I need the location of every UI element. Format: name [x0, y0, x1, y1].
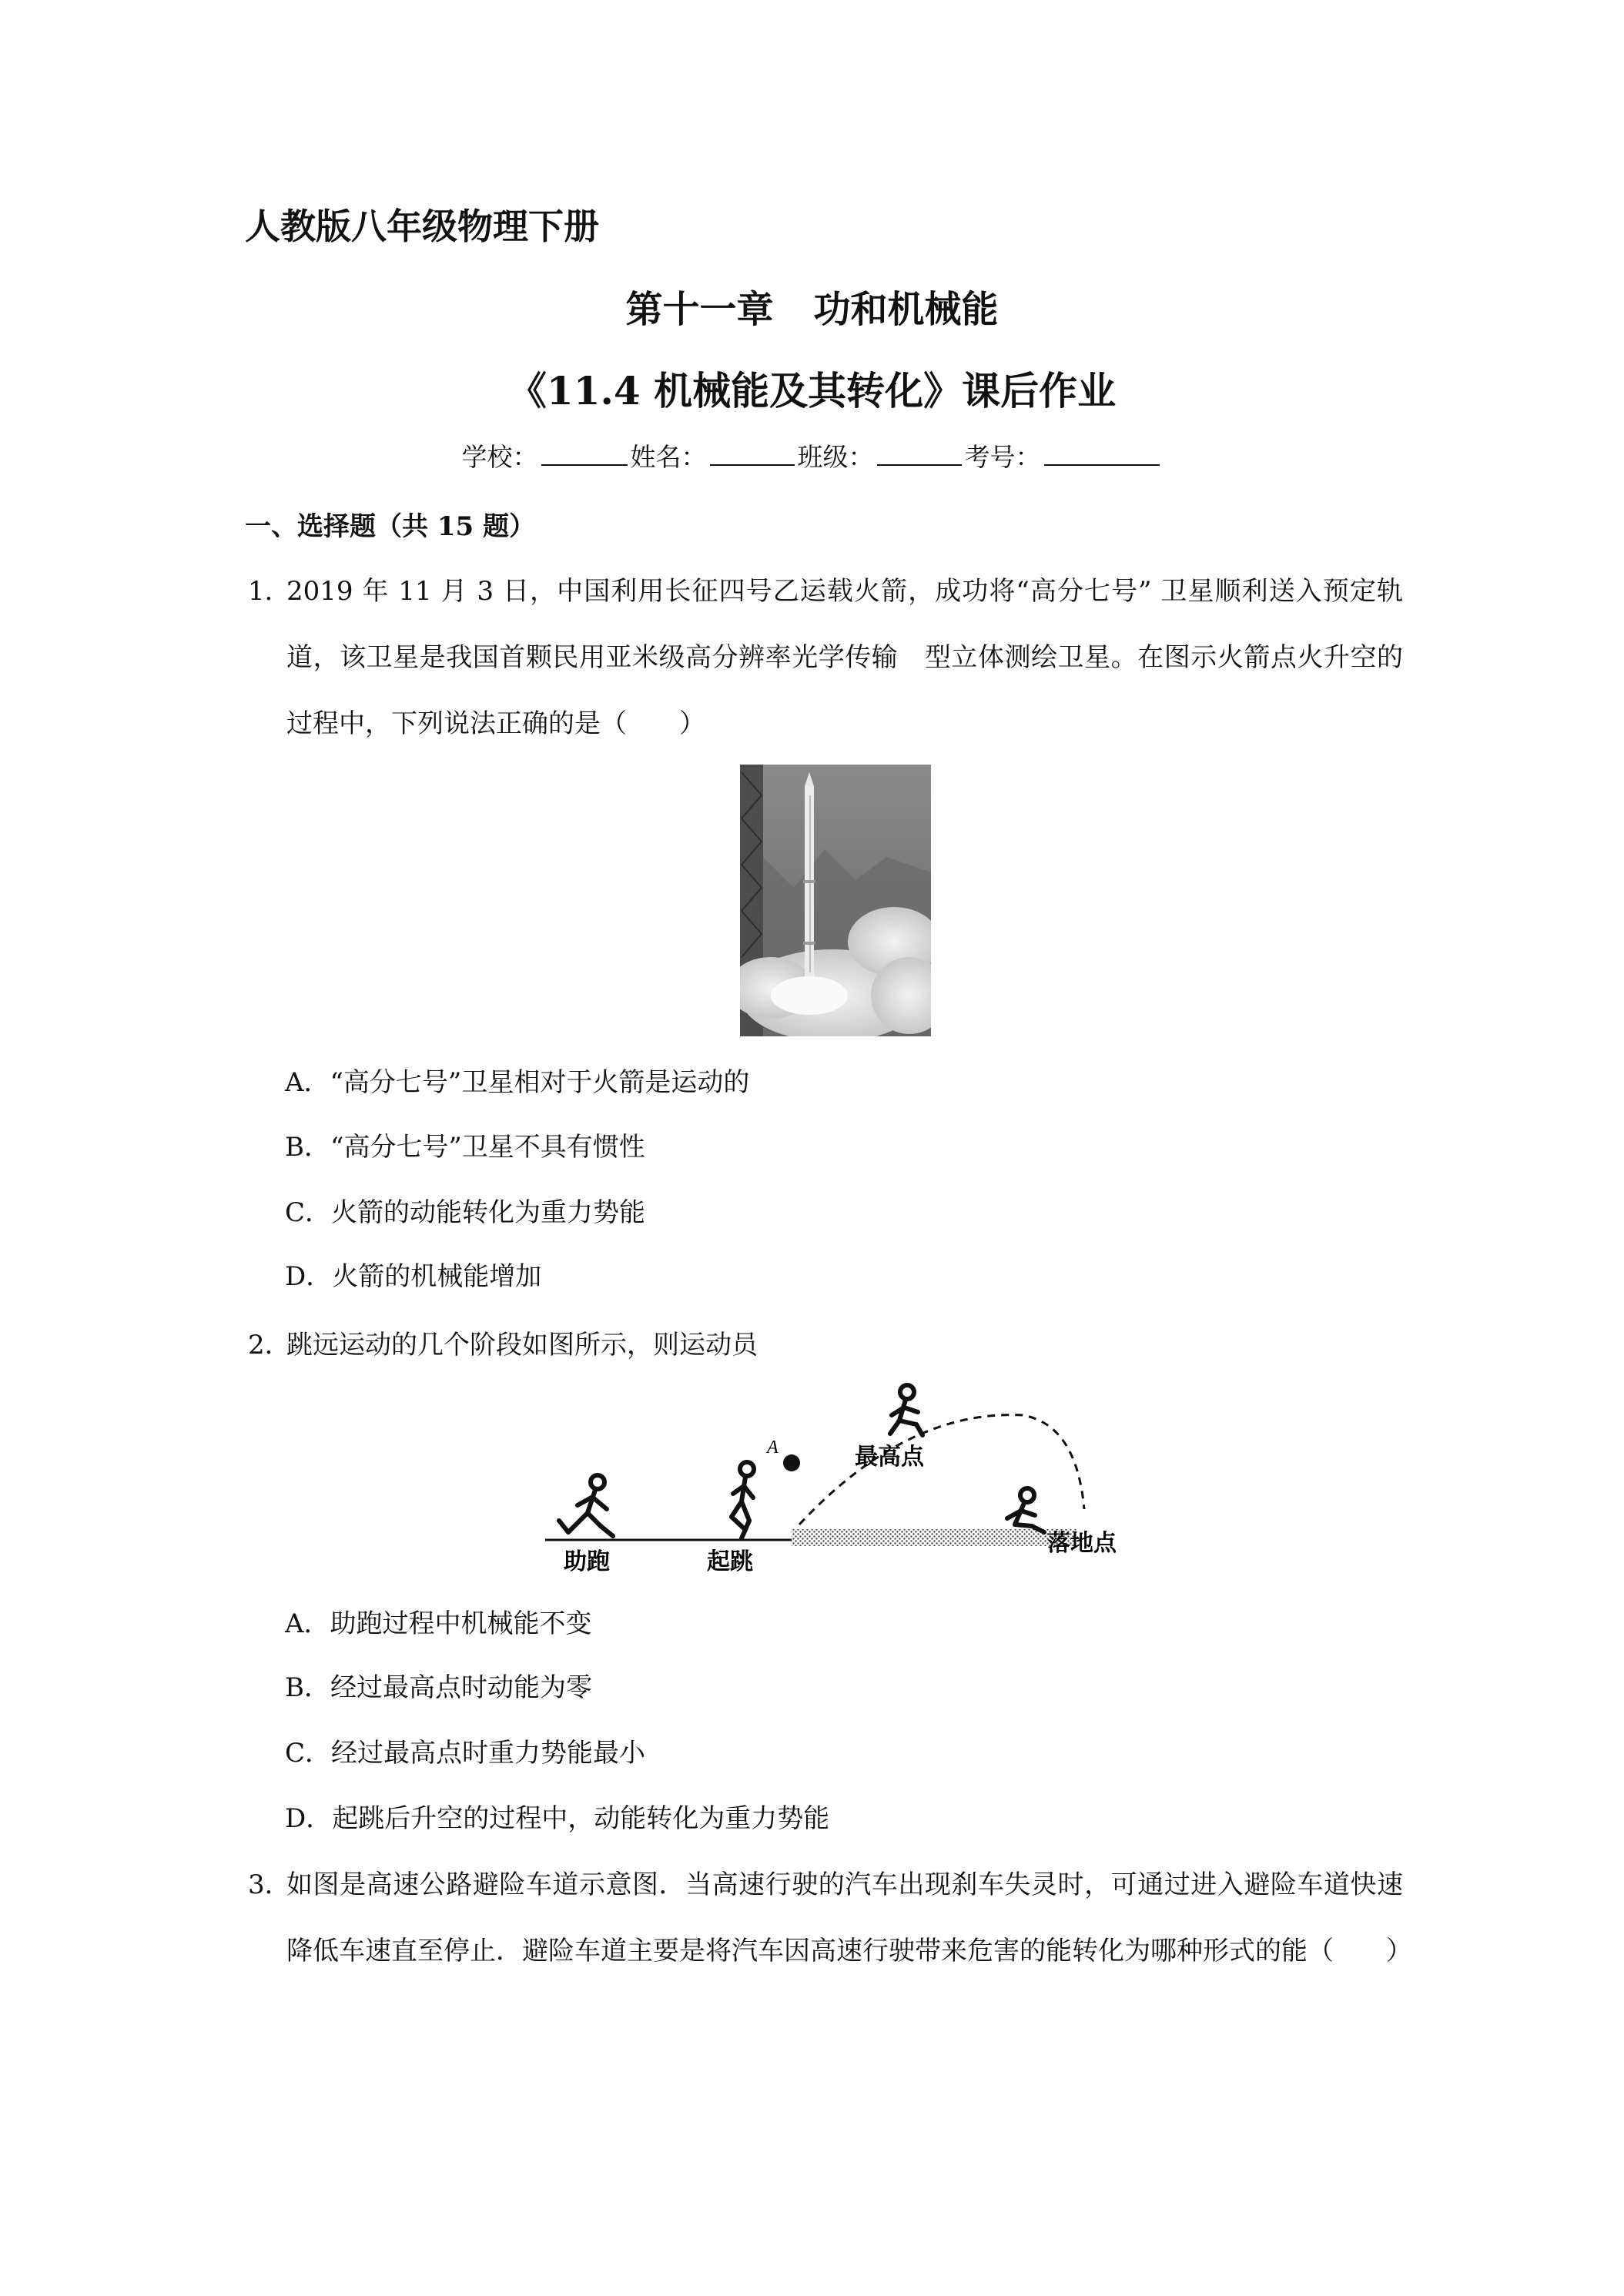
chapter-number: 第十一章	[625, 288, 774, 331]
option-c[interactable]: C．经过最高点时重力势能最小	[285, 1738, 646, 1769]
option-d[interactable]: D．起跳后升空的过程中，动能转化为重力势能	[285, 1803, 830, 1834]
highest-point-label: 最高点	[855, 1444, 924, 1471]
exam-no-field[interactable]	[1044, 438, 1160, 466]
option-d[interactable]: D．火箭的机械能增加	[285, 1261, 542, 1292]
question-text: 2019 年 11 月 3 日，中国利用长征四号乙运载火箭，成功将“高分七号” 卫星顺利送入预定轨道，该卫星是我国首颗民用亚米级高分辨率光学传输 型立体测绘卫星。在图示火箭点火升空的过程中，下列说法正确的是（ ）	[286, 576, 1403, 739]
point-a-label: A	[767, 1438, 779, 1458]
school-field[interactable]	[541, 438, 628, 466]
rocket-launch-photo	[740, 765, 931, 1036]
class-field[interactable]	[877, 438, 962, 466]
chapter-heading	[0, 279, 1624, 333]
question-text: 如图是高速公路避险车道示意图．当高速行驶的汽车出现刹车失灵时，可通过进入避险车道快速降低车速直至停止．避险车道主要是将汽车因高速行驶带来危害的能转化为哪种形式的能（ ）	[286, 1869, 1412, 1966]
question-1	[248, 558, 1403, 757]
chapter-name: 功和机械能	[813, 288, 999, 331]
question-number: 2．	[248, 1330, 291, 1361]
question-3	[248, 1852, 1412, 1984]
option-a[interactable]: A．助跑过程中机械能不变	[285, 1608, 592, 1639]
long-jump-diagram	[545, 1378, 1138, 1578]
jump-trajectory	[799, 1415, 1084, 1525]
option-c[interactable]: C．火箭的动能转化为重力势能	[285, 1197, 646, 1228]
exam-no-label: 考号：	[964, 442, 1041, 472]
class-label: 班级：	[797, 442, 874, 472]
point-a-marker	[783, 1454, 800, 1471]
question-number: 3．	[248, 1869, 291, 1900]
takeoff-label: 起跳	[707, 1548, 753, 1575]
option-a[interactable]: A．“高分七号”卫星相对于火箭是运动的	[285, 1067, 750, 1098]
name-field[interactable]	[710, 438, 795, 466]
takeoff-figure	[732, 1462, 754, 1538]
landing-figure	[1007, 1488, 1044, 1532]
lesson-title: 《11.4 机械能及其转化》课后作业	[507, 368, 1117, 413]
section-heading: 一、选择题（共 15 题）	[245, 511, 535, 542]
name-label: 姓名：	[630, 442, 707, 472]
landing-point-label: 落地点	[1047, 1530, 1117, 1557]
runner-figure	[559, 1475, 613, 1536]
run-up-label: 助跑	[564, 1548, 610, 1575]
question-text: 跳远运动的几个阶段如图所示，则运动员	[286, 1330, 758, 1361]
school-label: 学校：	[461, 442, 538, 472]
option-b[interactable]: B．“高分七号”卫星不具有惯性	[285, 1132, 645, 1163]
option-b[interactable]: B．经过最高点时动能为零	[285, 1672, 592, 1703]
sand-pit	[792, 1529, 1077, 1546]
question-2	[248, 1312, 1403, 1378]
student-info-line	[0, 437, 1624, 474]
question-number: 1．	[248, 576, 291, 607]
publisher-heading: 人教版八年级物理下册	[245, 206, 599, 247]
airborne-figure	[890, 1385, 922, 1435]
